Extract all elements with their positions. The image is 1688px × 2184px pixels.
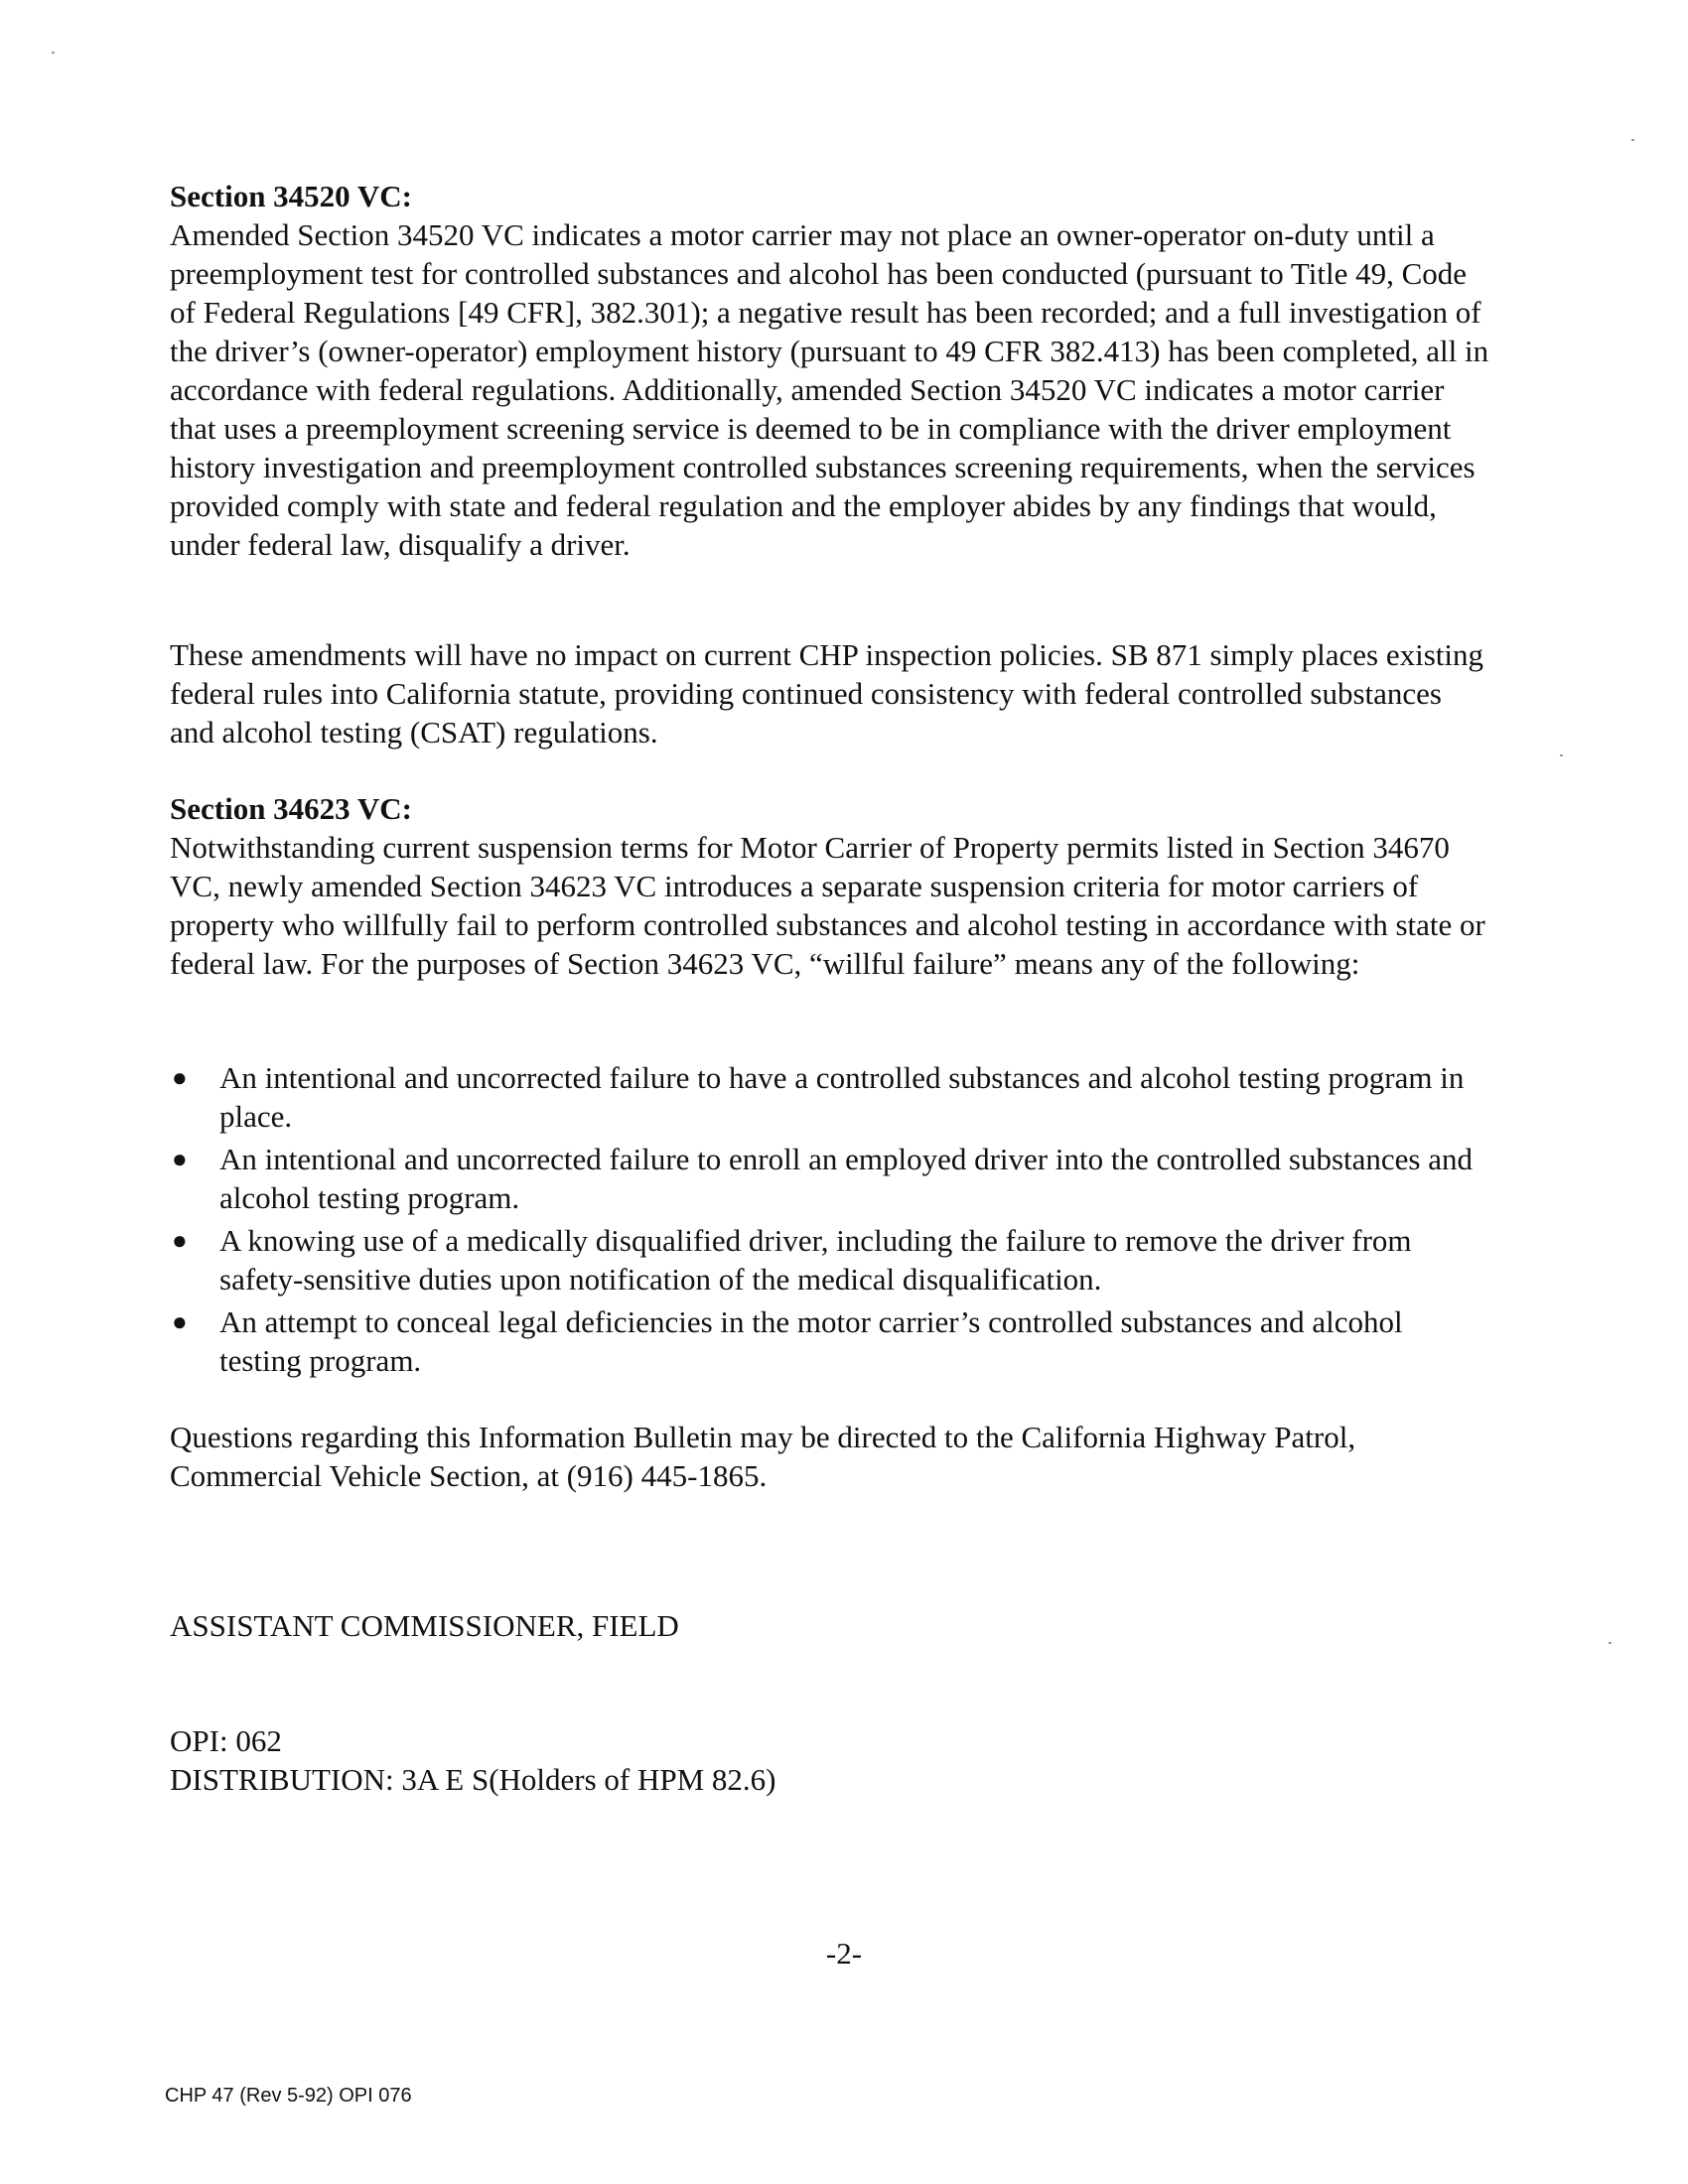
- scan-speck: [1631, 139, 1634, 141]
- willful-failure-list: [170, 1058, 1490, 1384]
- questions-paragraph: Questions regarding this Information Bulletin may be directed to the California Highway Patrol, Commercial Vehicle Section, at (916) 445-1865.: [170, 1420, 1356, 1493]
- list-item: [170, 1140, 1490, 1217]
- bullet-icon: ●: [172, 1063, 188, 1092]
- list-item-text: An intentional and uncorrected failure to have a controlled substances and alcohol testing program in place.: [219, 1060, 1465, 1134]
- bullet-icon: ●: [172, 1226, 188, 1255]
- list-item: [170, 1302, 1490, 1380]
- section-34520-heading: Section 34520 VC:: [170, 179, 412, 213]
- impact-paragraph-block: [170, 635, 1490, 751]
- scan-speck: [1560, 754, 1563, 756]
- section-34623: [170, 789, 1490, 983]
- list-item-text: A knowing use of a medically disqualified driver, including the failure to remove the driver from safety-sensitive duties upon notification of the medical disqualification.: [219, 1223, 1412, 1297]
- scan-speck: [1609, 1642, 1612, 1644]
- form-id: CHP 47 (Rev 5-92) OPI 076: [165, 2085, 412, 2107]
- section-34520: [170, 177, 1490, 564]
- section-34623-paragraph: Notwithstanding current suspension terms for Motor Carrier of Property permits listed in Section 34670 VC, newly amended Section 34623 VC introduces a separate suspension criteria for motor carriers of property who willfully fail to perform controlled substances and alcohol testing in accordance with state or federal law. For the purposes of Section 34623 VC, “willful failure” means any of the following:: [170, 830, 1485, 981]
- questions-paragraph-block: [170, 1418, 1490, 1495]
- bullet-icon: ●: [172, 1307, 188, 1336]
- section-34520-paragraph: Amended Section 34520 VC indicates a motor carrier may not place an owner-operator on-duty until a preemployment test for controlled substances and alcohol has been conducted (pursuant to Title 49, Code of Federal Regulations [49 CFR], 382.301); a negative result has been recorded; and a full investigation of the driver’s (owner-operator) employment history (pursuant to 49 CFR 382.413) has been completed, all in accordance with federal regulations. Additionally, amended Section 34520 VC indicates a motor carrier that uses a preemployment screening service is deemed to be in compliance with the driver employment history investigation and preemployment controlled substances screening requirements, when the services provided comply with state and federal regulation and the employer abides by any findings that would, under federal law, disqualify a driver.: [170, 217, 1489, 562]
- list-item: [170, 1058, 1490, 1136]
- bullet-icon: ●: [172, 1145, 188, 1173]
- signature-title: ASSISTANT COMMISSIONER, FIELD: [170, 1608, 679, 1643]
- page-number: -2-: [825, 1936, 863, 1971]
- scan-speck: [52, 52, 55, 54]
- list-item: [170, 1221, 1490, 1298]
- distribution-line: DISTRIBUTION: 3A E S(Holders of HPM 82.6): [170, 1762, 776, 1797]
- impact-paragraph: These amendments will have no impact on current CHP inspection policies. SB 871 simply places existing federal rules into California statute, providing continued consistency with federal controlled substances and alcohol testing (CSAT) regulations.: [170, 637, 1484, 750]
- signature-block: [170, 1606, 1490, 1645]
- section-34623-heading: Section 34623 VC:: [170, 791, 412, 826]
- opi-line: OPI: 062: [170, 1723, 282, 1758]
- routing-block: [170, 1721, 1490, 1799]
- list-item-text: An attempt to conceal legal deficiencies in the motor carrier’s controlled substances and alcohol testing program.: [219, 1304, 1403, 1378]
- list-item-text: An intentional and uncorrected failure to enroll an employed driver into the controlled substances and alcohol testing program.: [219, 1142, 1473, 1215]
